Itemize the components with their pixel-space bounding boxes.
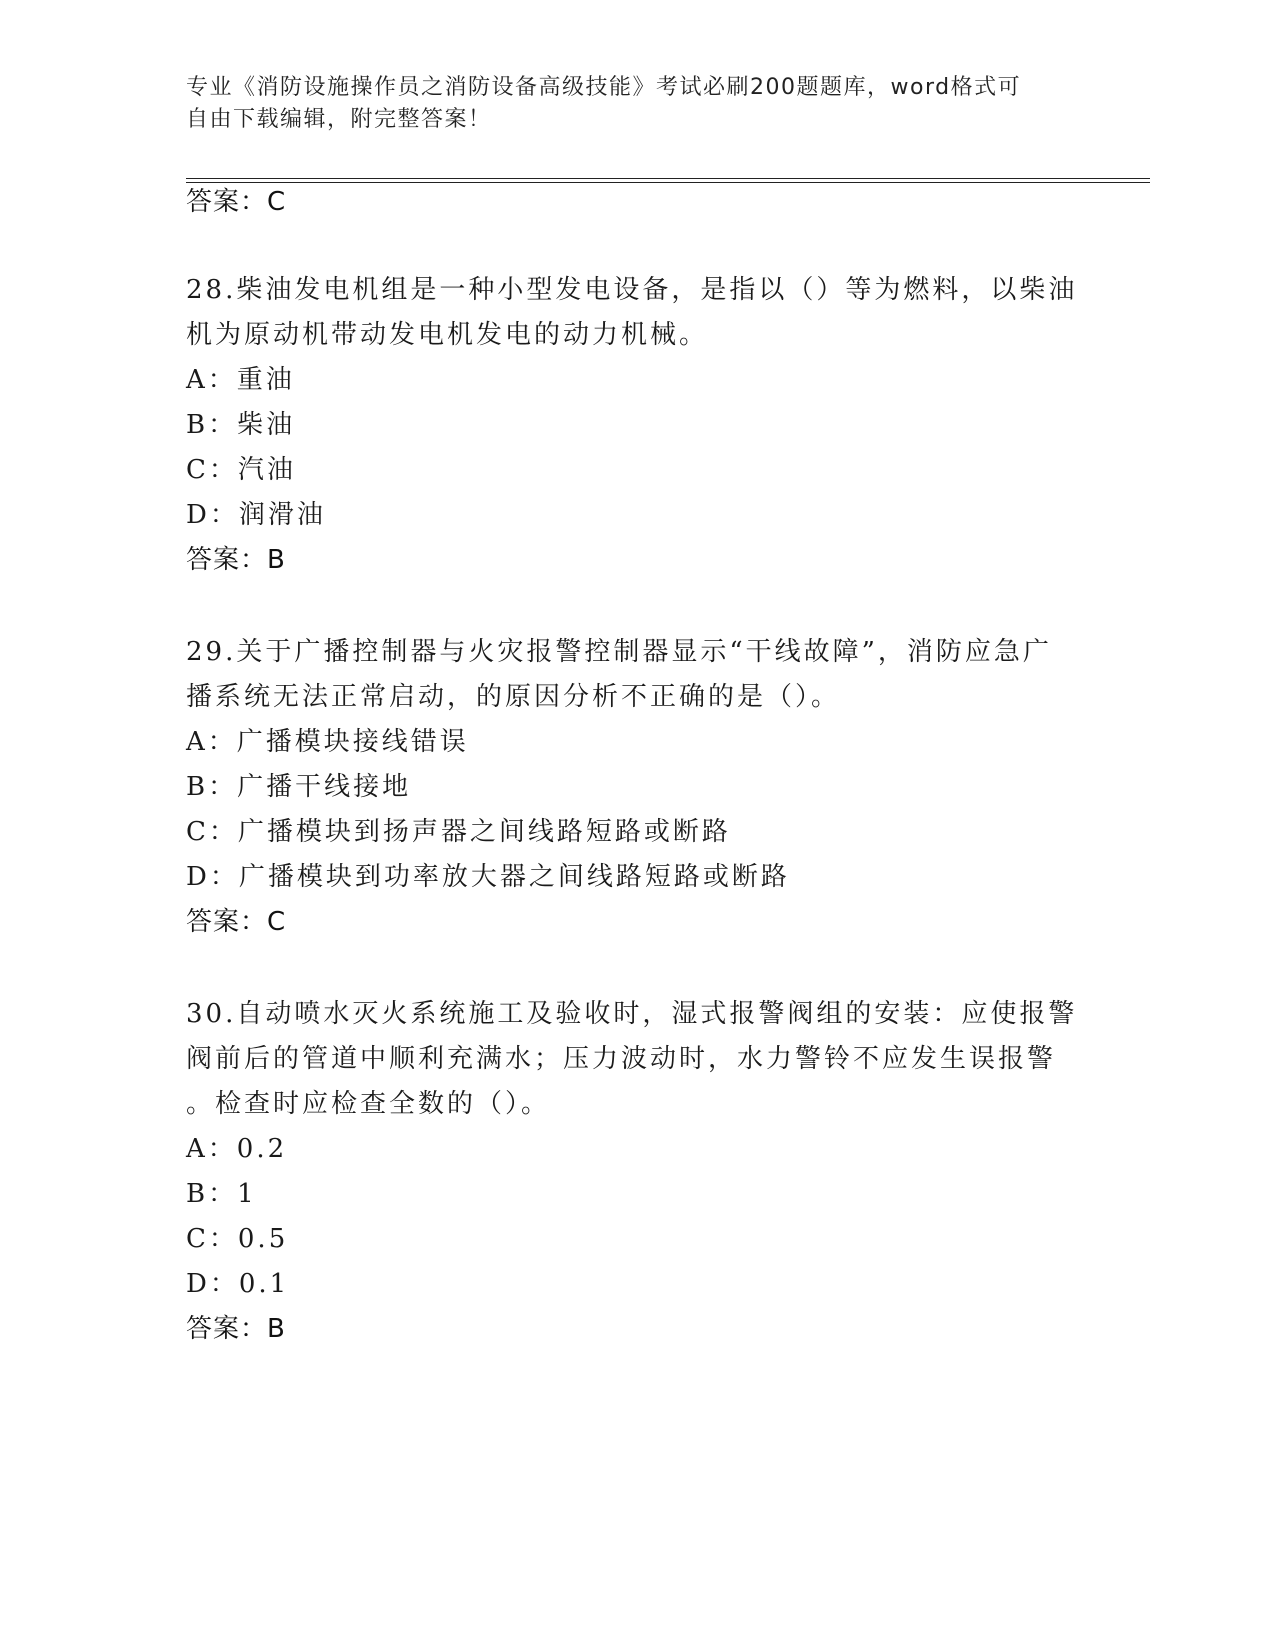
header-divider [186,178,1150,183]
question-stem-line: 机为原动机带动发电机发电的动力机械。 [186,320,709,350]
question-stem-line: 播系统无法正常启动，的原因分析不正确的是（）。 [186,682,841,712]
option-a: A：重油 [186,365,295,395]
question-stem-line: 30.自动喷水灭火系统施工及验收时，湿式报警阀组的安装：应使报警 [186,999,1078,1029]
answer: 答案：B [186,1314,286,1344]
option-c: C：广播模块到扬声器之间线路短路或断路 [186,817,731,847]
header-line-2: 自由下载编辑，附完整答案！ [186,107,492,132]
option-c: C：汽油 [186,455,296,485]
option-b: B：1 [186,1179,257,1209]
option-a: A：0.2 [186,1134,288,1164]
question-30 [186,992,1086,1352]
previous-answer: 答案：C [186,187,287,217]
answer: 答案：C [186,907,287,937]
page-header [186,72,1086,136]
option-a: A：广播模块接线错误 [186,727,469,757]
option-d: D：润滑油 [186,500,326,530]
question-stem-line: 28.柴油发电机组是一种小型发电设备，是指以（）等为燃料，以柴油 [186,275,1078,305]
option-b: B：广播干线接地 [186,772,412,802]
option-d: D：0.1 [186,1269,290,1299]
option-d: D：广播模块到功率放大器之间线路短路或断路 [186,862,790,892]
question-stem-line: 阀前后的管道中顺利充满水；压力波动时，水力警铃不应发生误报警 [186,1044,1057,1074]
question-28 [186,268,1086,583]
option-b: B：柴油 [186,410,296,440]
question-29 [186,630,1086,945]
question-stem-line: 29.关于广播控制器与火灾报警控制器显示“干线故障”，消防应急广 [186,637,1052,667]
option-c: C：0.5 [186,1224,289,1254]
question-stem-line: 。检查时应检查全数的（）。 [186,1089,551,1119]
header-line-1: 专业《消防设施操作员之消防设备高级技能》考试必刷200题题库，word格式可 [186,75,1022,100]
answer: 答案：B [186,545,286,575]
